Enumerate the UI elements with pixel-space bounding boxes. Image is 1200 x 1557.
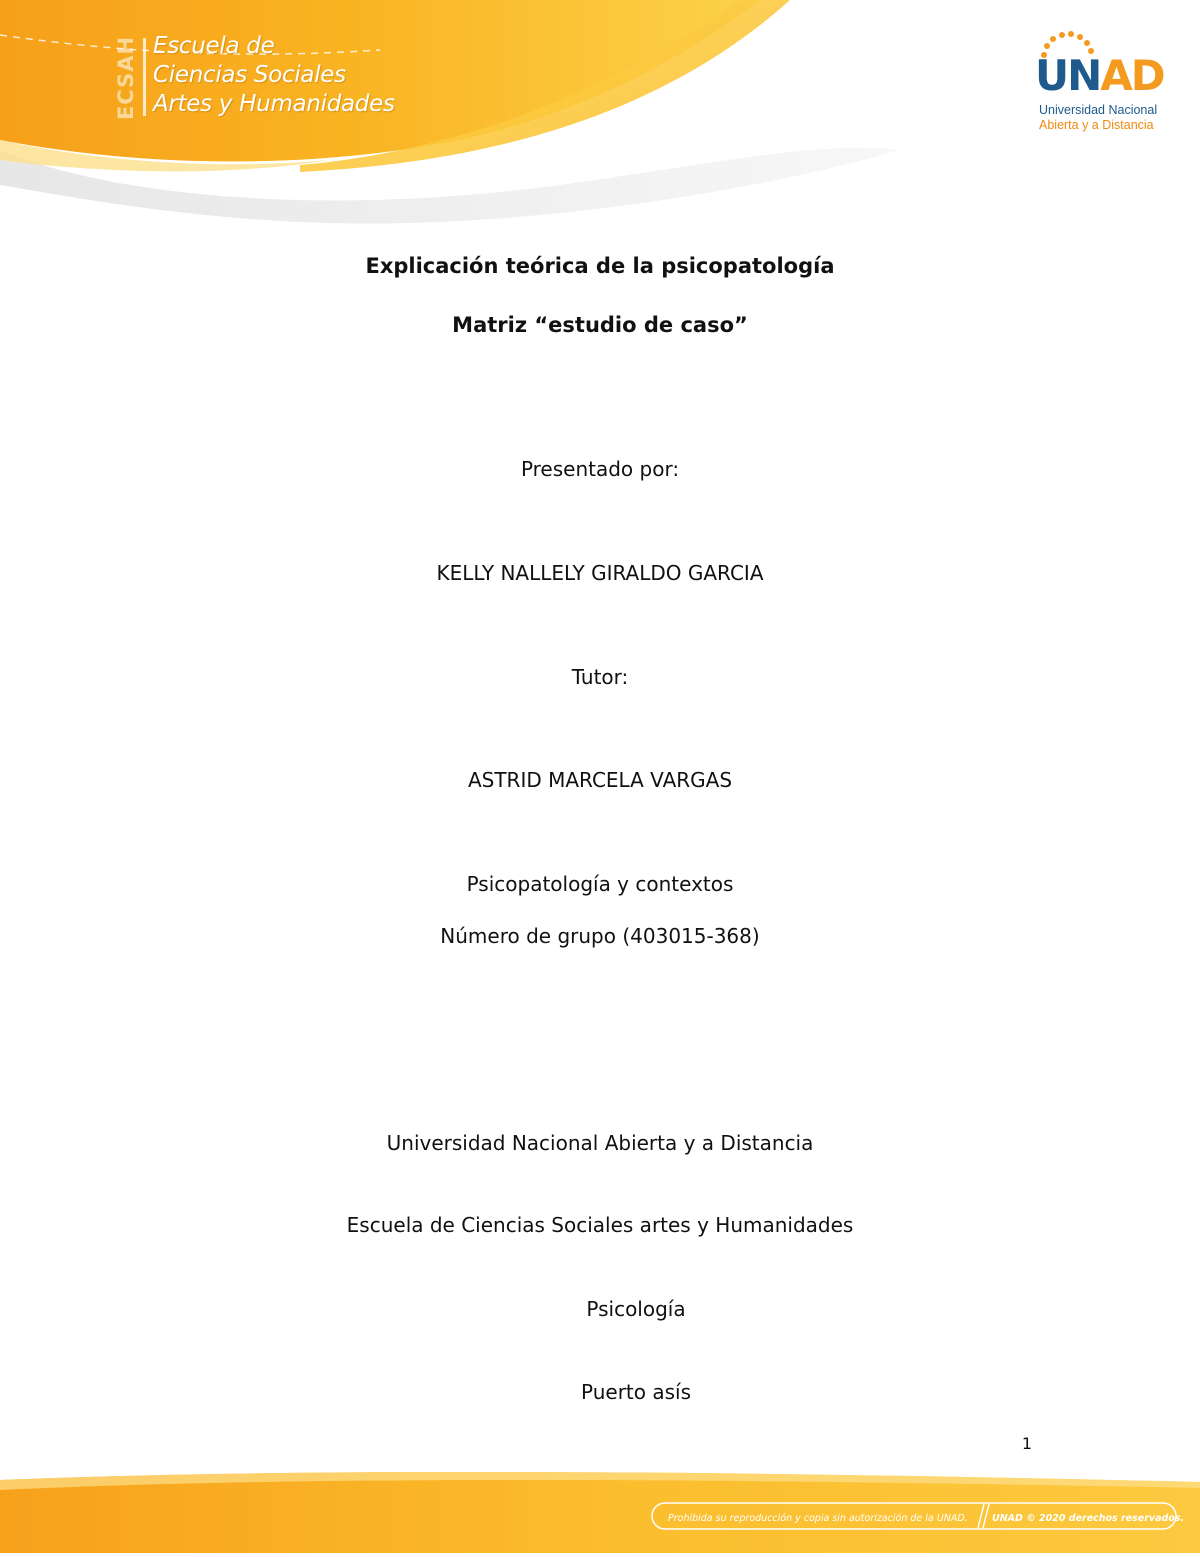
school-name: Escuela de Ciencias Sociales artes y Humanidades <box>346 1213 854 1237</box>
document-title: Explicación teórica de la psicopatología <box>365 254 835 278</box>
tutor-name: ASTRID MARCELA VARGAS <box>467 768 733 792</box>
city-name: Puerto asís <box>581 1380 691 1404</box>
program-name: Psicología <box>586 1297 686 1321</box>
unad-name-line-2: Abierta y a Distancia <box>1039 118 1154 132</box>
unad-wordmark: UNAD <box>1035 51 1164 100</box>
unad-logo <box>1035 28 1165 138</box>
tutor-label: Tutor: <box>571 665 629 689</box>
footer-copyright: UNAD © 2020 derechos reservados. <box>992 1513 1185 1524</box>
unad-name-line-1: Universidad Nacional <box>1039 103 1158 117</box>
university-name: Universidad Nacional Abierta y a Distancia <box>386 1131 814 1155</box>
school-name-line-3: Artes y Humanidades <box>153 91 395 117</box>
course-name: Psicopatología y contextos <box>466 872 734 896</box>
document-subtitle: Matriz “estudio de caso” <box>452 313 748 337</box>
ecsah-vertical-label: ECSAH <box>114 35 139 121</box>
school-logo-text <box>153 32 395 119</box>
school-name-line-1: Escuela de <box>153 33 275 59</box>
author-name: KELLY NALLELY GIRALDO GARCIA <box>436 561 764 585</box>
ecsah-divider <box>143 38 146 116</box>
group-number: Número de grupo (403015-368) <box>440 924 760 948</box>
school-name-line-2: Ciencias Sociales <box>153 62 346 88</box>
footer-banner <box>0 1468 1200 1553</box>
footer-notice: Prohibida su reproducción y copia sin autorización de la UNAD. <box>668 1513 968 1524</box>
header-banner <box>0 0 1200 230</box>
page-number: 1 <box>1021 1434 1033 1453</box>
presented-by-label: Presentado por: <box>520 457 680 481</box>
